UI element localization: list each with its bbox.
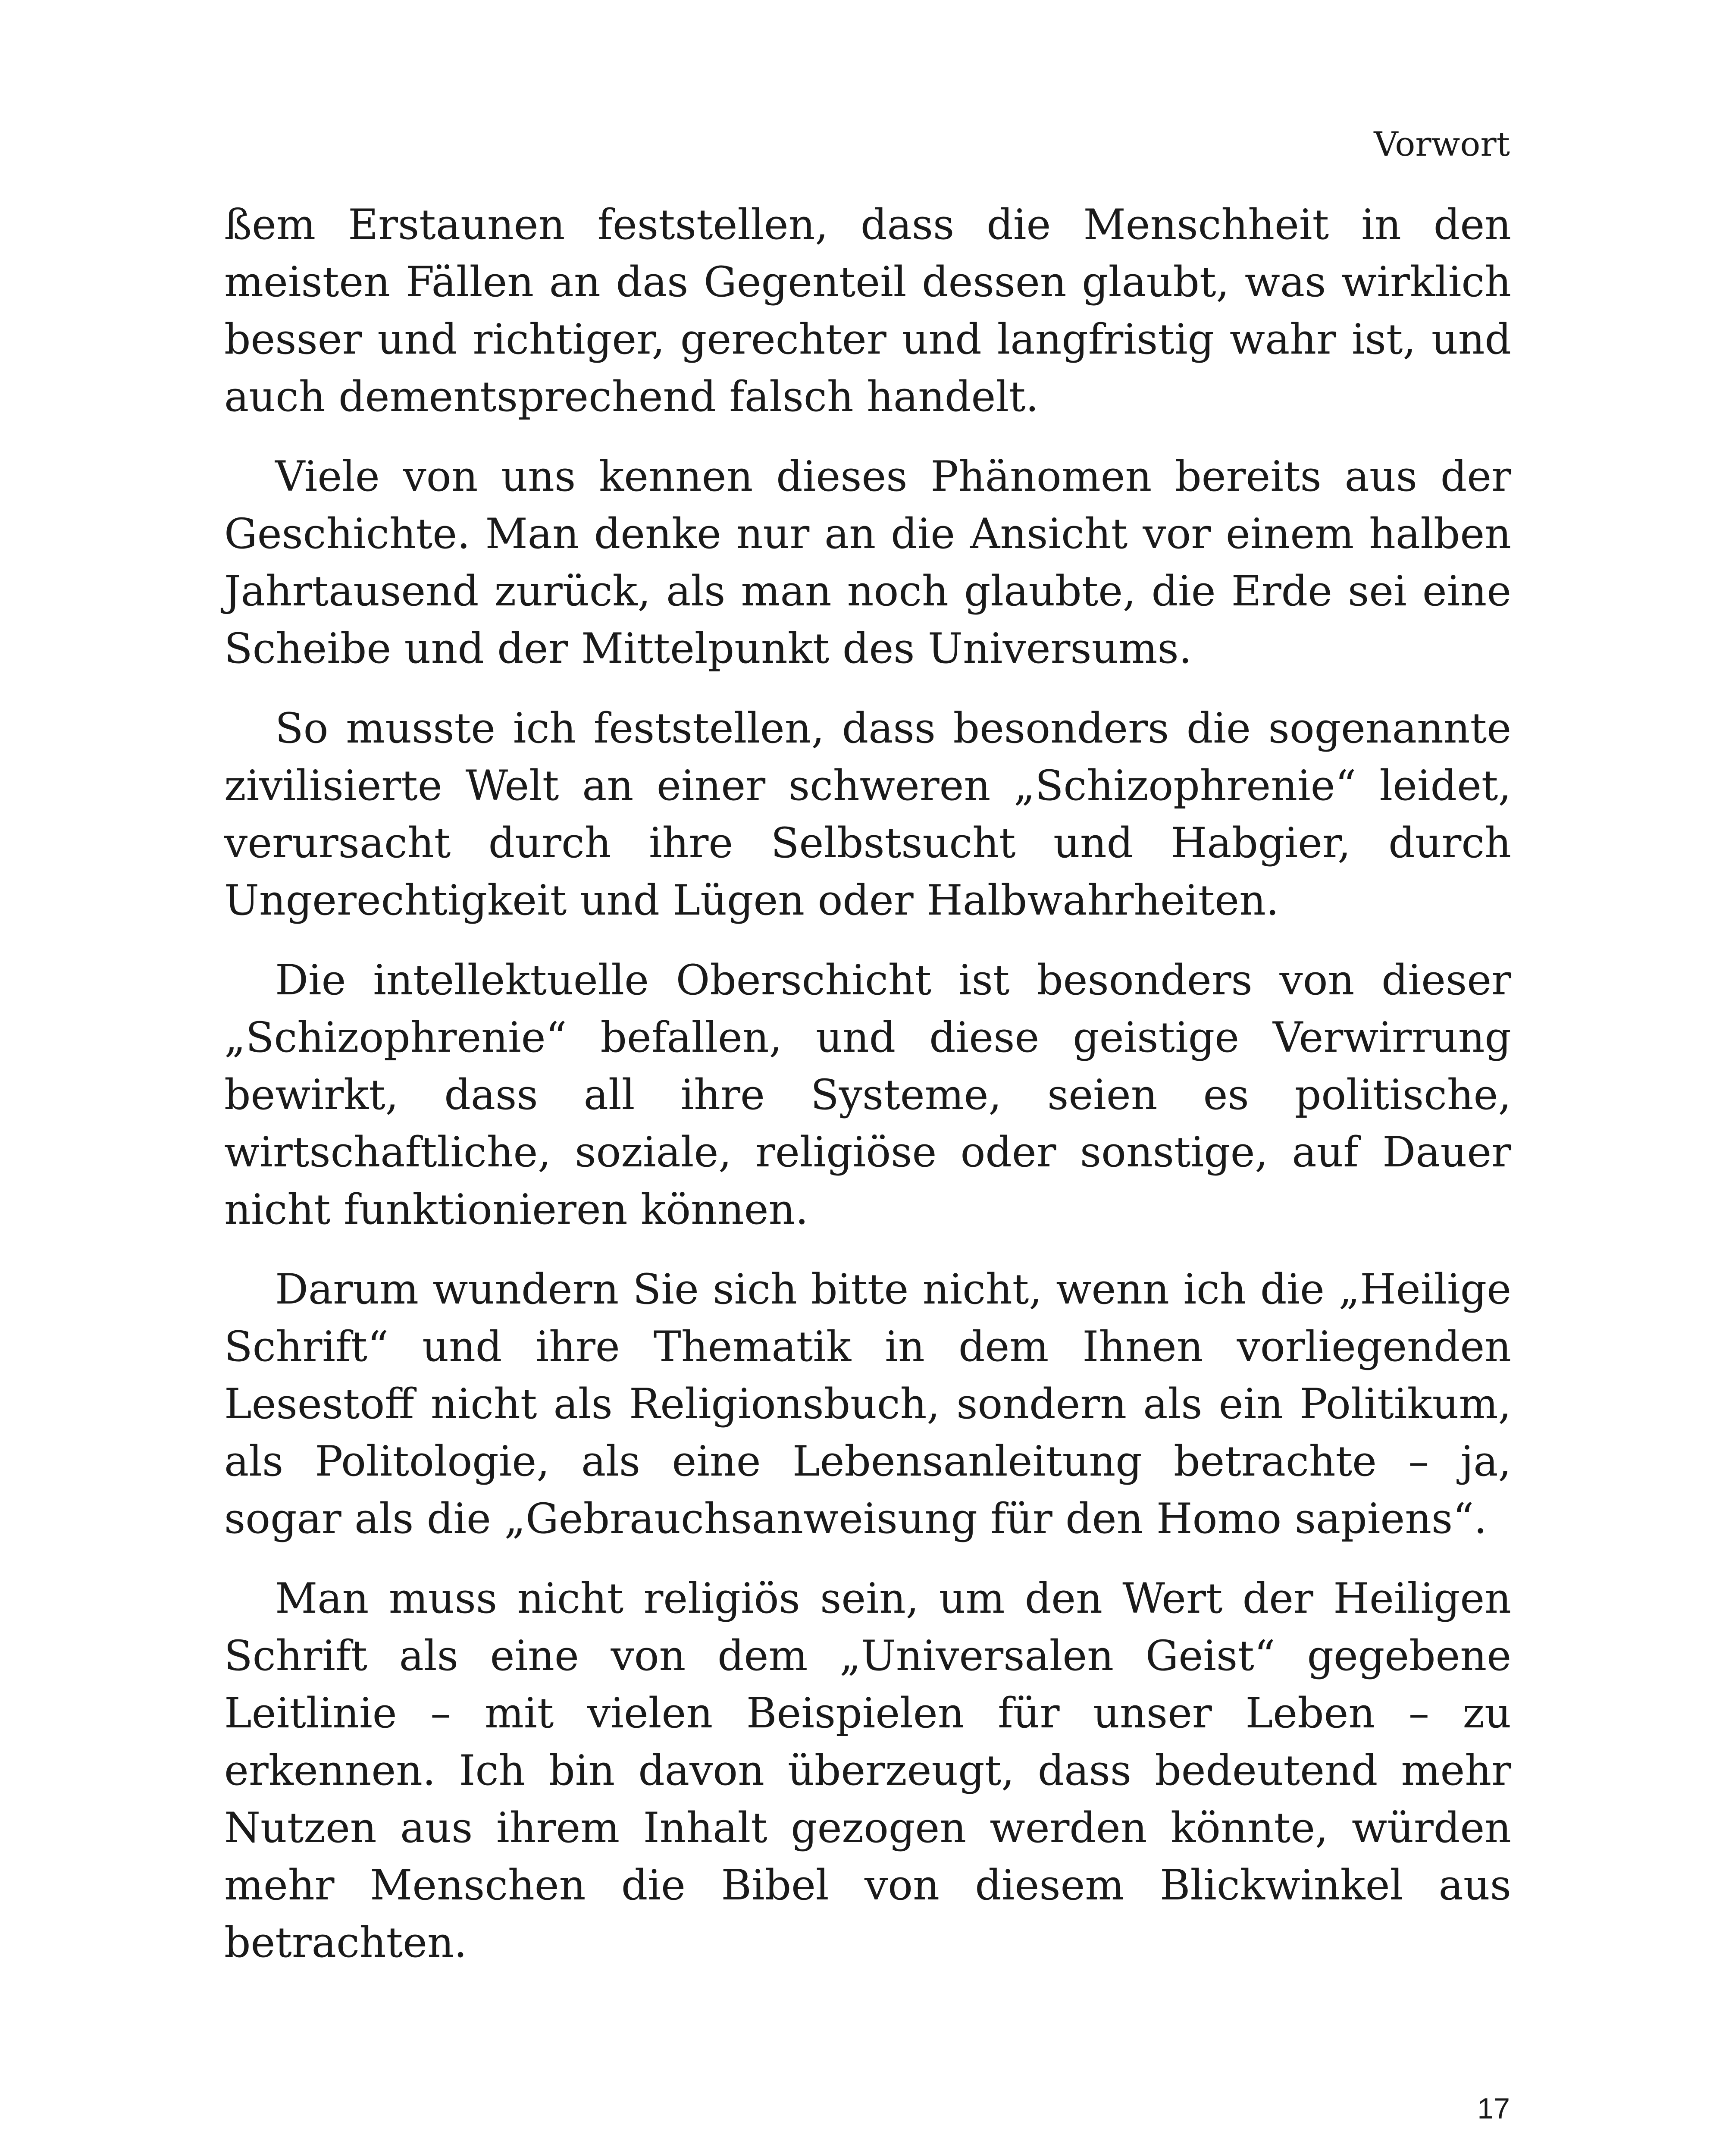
running-header: Vorwort — [1374, 125, 1510, 164]
paragraph: Die intellektuelle Oberschicht ist besonders von dieser „Schizophrenie“ befallen, und diese geistige Verwirrung bewirkt, dass all ihre Systeme, seien es politische, wirtschaftliche, soziale, religiöse oder sonstige, auf Dauer nicht funktionieren können. — [224, 956, 1511, 1234]
paragraph: So musste ich feststellen, dass besonders die sogenannte zivilisierte Welt an einer schweren „Schizophrenie“ leidet, verursacht durch ihre Selbstsucht und Habgier, durch Ungerechtigkeit und Lügen oder Halbwahrheiten. — [224, 704, 1511, 924]
paragraph: Man muss nicht religiös sein, um den Wert der Heiligen Schrift als eine von dem „Universalen Geist“ gegebene Leitlinie – mit vielen Beispielen für unser Leben – zu erkennen. Ich bin davon überzeugt, dass bedeutend mehr Nutzen aus ihrem Inhalt gezogen werden könnte, würden mehr Menschen die Bibel von diesem Blickwinkel aus betrachten. — [224, 1574, 1511, 1967]
body-text — [224, 196, 1511, 1994]
paragraph: Darum wundern Sie sich bitte nicht, wenn ich die „Heilige Schrift“ und ihre Thematik in dem Ihnen vorliegenden Lesestoff nicht als Religionsbuch, sondern als ein Politikum, als Politologie, als eine Lebensanleitung betrachte – ja, sogar als die „Gebrauchsanweisung für den Homo sapiens“. — [224, 1265, 1511, 1543]
paragraph: Viele von uns kennen dieses Phänomen bereits aus der Geschichte. Man denke nur an die Ansicht vor einem halben Jahrtausend zurück, als man noch glaubte, die Erde sei eine Scheibe und der Mittelpunkt des Universums. — [224, 452, 1511, 673]
paragraph-continued: ßem Erstaunen feststellen, dass die Menschheit in den meisten Fällen an das Gegenteil dessen glaubt, was wirklich besser und richtiger, gerechter und langfristig wahr ist, und auch dementsprechend falsch handelt. — [224, 201, 1511, 421]
page-number: 17 — [1477, 2092, 1510, 2125]
